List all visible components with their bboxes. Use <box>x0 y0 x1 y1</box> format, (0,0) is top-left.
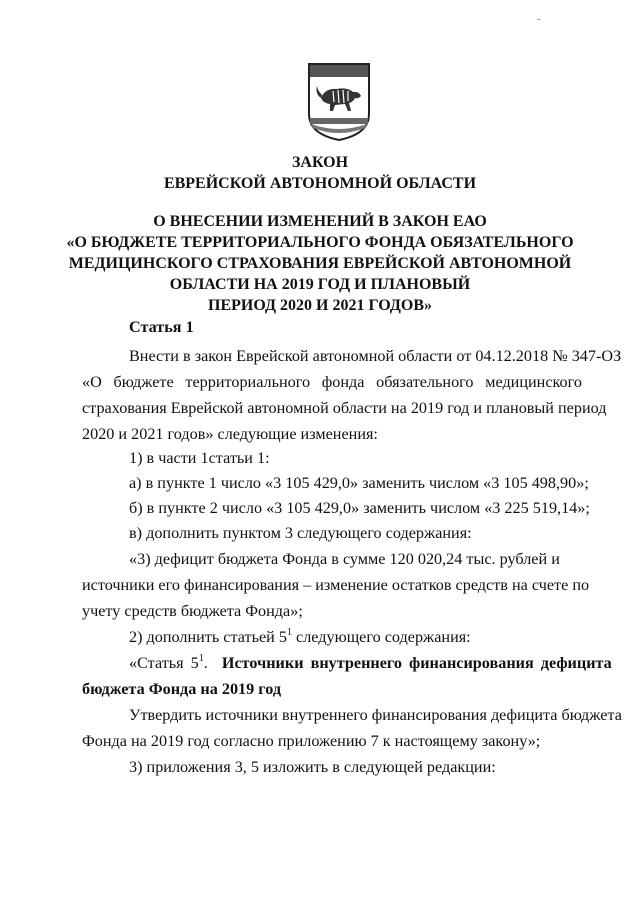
title-line-4: ОБЛАСТИ НА 2019 ГОД И ПЛАНОВЫЙ <box>169 276 471 293</box>
item-1a: а) в пункте 1 число «3 105 429,0» заменить числом «3 105 498,90»; <box>129 474 589 492</box>
title-line-5: ПЕРИОД 2020 И 2021 ГОДОВ» <box>208 297 432 314</box>
approve-line-2: Фонда на 2019 год согласно приложению 7 к настоящему закону»; <box>82 732 541 750</box>
article-5-1-title-line-2: бюджета Фонда на 2019 год <box>82 680 282 698</box>
quote-3-line-1: «3) дефицит бюджета Фонда в сумме 120 020,24 тыс. рублей и <box>129 550 560 568</box>
article-5-1-dot: . <box>203 654 208 672</box>
title-line-2: «О БЮДЖЕТЕ ТЕРРИТОРИАЛЬНОГО ФОНДА ОБЯЗАТЕЛЬНОГО <box>66 234 574 251</box>
item-2 <box>129 628 471 647</box>
article-heading: Статья 1 <box>129 318 194 336</box>
article-5-1-prefix: «Статья 5 <box>129 654 199 672</box>
coat-of-arms-emblem <box>303 58 375 142</box>
intro-line-1: Внести в закон Еврейской автономной области от 04.12.2018 № 347-ОЗ <box>129 347 622 365</box>
quote-3-line-3: учету средств бюджета Фонда»; <box>82 602 303 620</box>
corner-mark: - <box>537 14 541 25</box>
item-1c: в) дополнить пунктом 3 следующего содержания: <box>129 524 472 542</box>
title-line-3: МЕДИЦИНСКОГО СТРАХОВАНИЯ ЕВРЕЙСКОЙ АВТОНОМНОЙ <box>68 255 572 272</box>
law-title-block <box>0 152 640 316</box>
item-2-text: 2) дополнить статьей 5 <box>129 628 287 646</box>
article-5-1-heading <box>129 654 612 673</box>
article-5-1-superscript: 1 <box>198 652 204 664</box>
title-line-1: О ВНЕСЕНИИ ИЗМЕНЕНИЙ В ЗАКОН ЕАО <box>153 213 487 230</box>
quote-3-line-2: источники его финансирования – изменение остатков средств на счете по <box>82 576 590 594</box>
law-label: ЗАКОН <box>291 154 349 171</box>
intro-line-3: страхования Еврейской автономной области на 2019 год и плановый период <box>82 399 607 417</box>
item-3: 3) приложения 3, 5 изложить в следующей редакции: <box>129 758 496 776</box>
item-1b: б) в пункте 2 число «3 105 429,0» заменить числом «3 225 519,14»; <box>129 499 590 517</box>
item-2-text-end: следующего содержания: <box>291 628 471 646</box>
item-2-superscript: 1 <box>286 626 292 638</box>
item-1: 1) в части 1статьи 1: <box>129 449 270 467</box>
approve-line-1: Утвердить источники внутреннего финансирования дефицита бюджета <box>129 706 622 724</box>
article-5-1-title: Источники внутреннего финансирования дефицита <box>221 654 612 672</box>
intro-line-4: 2020 и 2021 годов» следующие изменения: <box>82 425 378 443</box>
region-name: ЕВРЕЙСКОЙ АВТОНОМНОЙ ОБЛАСТИ <box>163 175 477 192</box>
intro-line-2: «О бюджете территориального фонда обязательного медицинского <box>82 373 582 391</box>
